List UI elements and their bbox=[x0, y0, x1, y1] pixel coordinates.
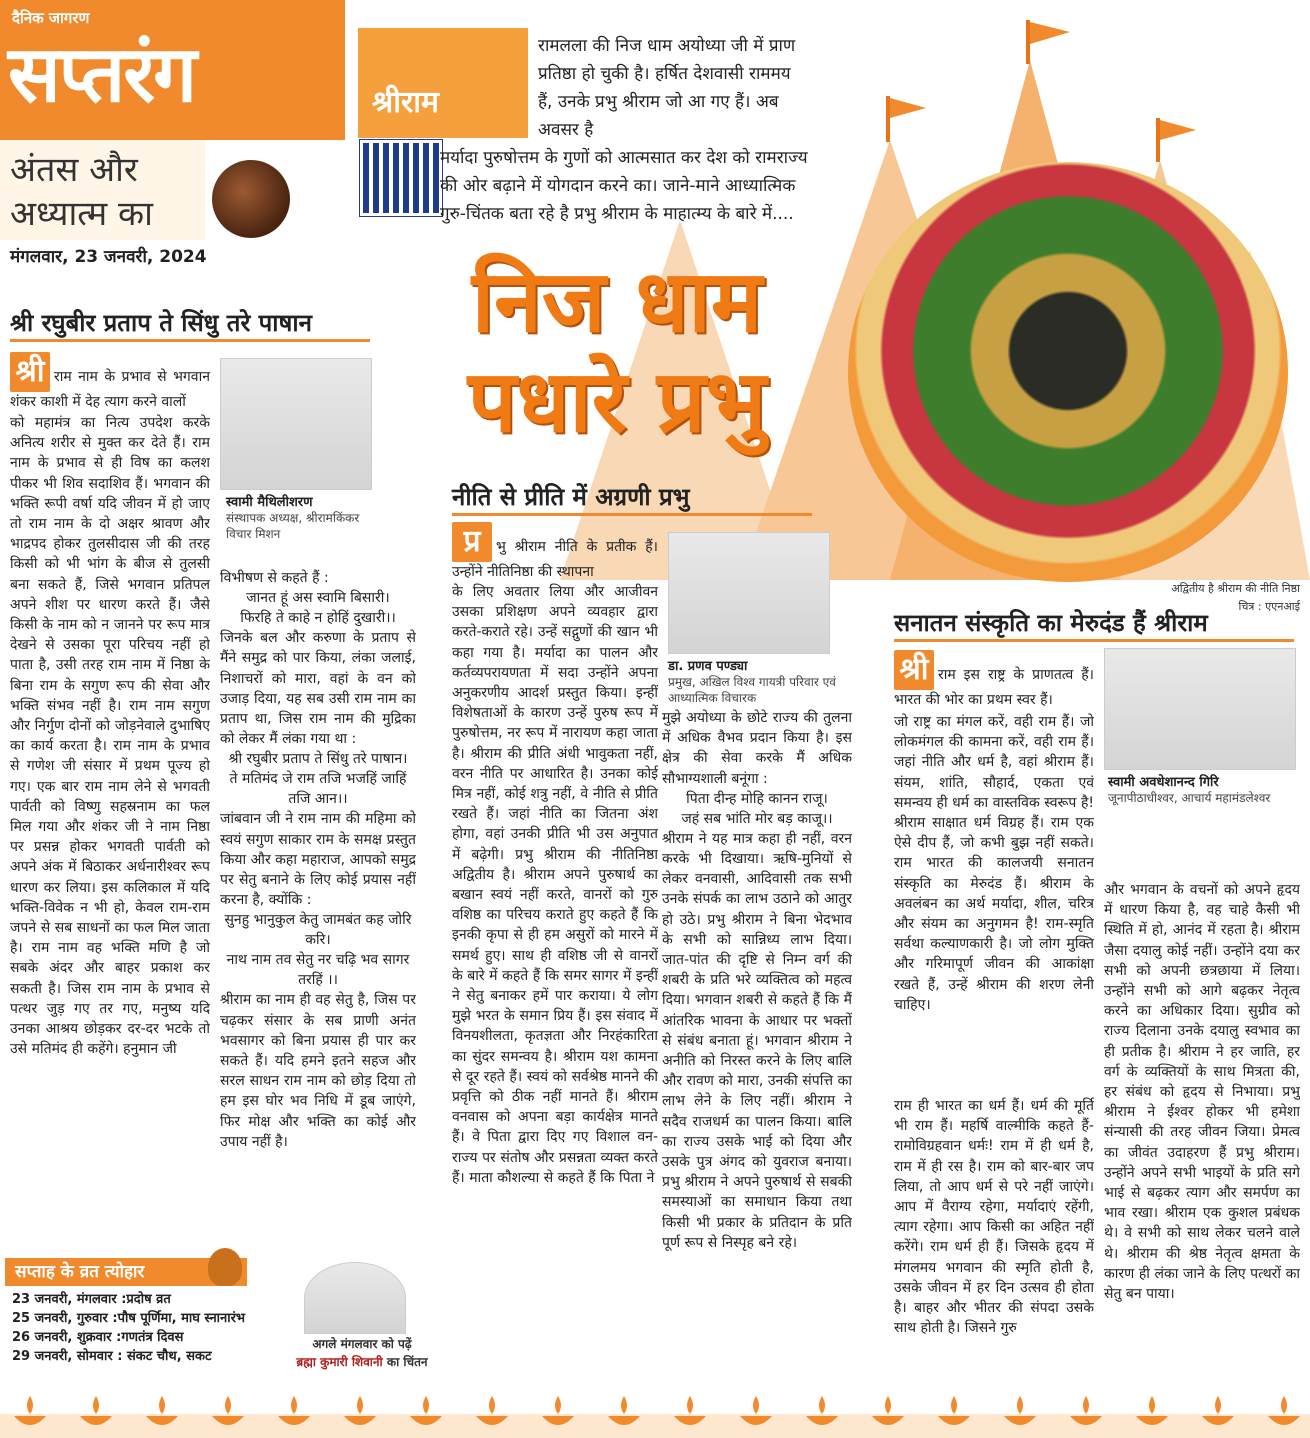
next-week-suffix: का चिंतन bbox=[386, 1355, 428, 1369]
headline-line-2: पधारे प्रभु bbox=[467, 352, 767, 452]
drop-cap: श्री bbox=[894, 650, 934, 690]
main-headline bbox=[432, 252, 802, 452]
col2-para-b: जिनके बल और करुणा के प्रताप से मैंने समुद्र को पार किया, लंका जलाई, निशाचरों को मारा, वहां के वन को उजाड़ दिया, यह सब उसी राम नाम का प्रताप था, जिस राम नाम की मुद्रिका को लेकर मैं लंका गया था : bbox=[220, 630, 416, 748]
diya-flame bbox=[753, 1396, 759, 1414]
diya-flame bbox=[357, 1396, 363, 1414]
festival-item: 29 जनवरी, सोमवार : संकट चौथ, सकट bbox=[12, 1349, 212, 1364]
festival-item: 23 जनवरी, मंगलवार :प्रदोष व्रत bbox=[12, 1292, 171, 1307]
verse-line: श्री रघुबीर प्रताप ते सिंधु तरे पाषान। bbox=[228, 751, 408, 768]
verse-line: फिरहि ते काहे न होहिं दुखारी।। bbox=[240, 610, 396, 627]
left-article-col1-lead bbox=[10, 352, 210, 412]
festival-heading: सप्ताह के व्रत त्योहार bbox=[5, 1258, 247, 1286]
shriram-logo: श्रीराम bbox=[372, 85, 439, 120]
diya-flame bbox=[1083, 1396, 1089, 1414]
diya-flame bbox=[1215, 1396, 1221, 1414]
col2-para-b: श्रीराम ने यह मात्र कहा ही नहीं, वरन करके भी दिखाया। ऋषि-मुनियों से लेकर वनवासी, आदिवासी तक सभी उनके संपर्क का लाभ उठाने को आतुर हो उठे। प्रभु श्रीराम ने बिना भेदभाव के सभी को सान्निध्य लाभ दिया। जात-पांत की दृष्टि से निम्न वर्ग की शबरी के प्रति भरे व्यक्तित्व को महत्व दिया। भगवान शबरी से कहते हैं कि मैं आंतरिक भावना के आधार पर भक्तों से संबंध बनाता हूं। भगवान श्रीराम ने अनीति को निरस्त करने के लिए बालि और रावण को मारा, उनकी संपत्ति का लाभ लेने के लिए नहीं। श्रीराम ने सदैव राजधर्म का पालन किया। बालि का राज्य उसके भाई को दिया और उसके पुत्र अंगद को युवराज बनाया। प्रभु श्रीराम ने अपने पुरुषार्थ से सबकी समस्याओं का समाधान किया तथा किसी भी प्रकार के प्रतिदान के प्रति पूर्ण रूप से निस्पृह बने रहे। bbox=[662, 830, 852, 1251]
ramlalla-photo bbox=[848, 162, 1288, 582]
diya-flame bbox=[489, 1396, 495, 1414]
diya-flame bbox=[621, 1396, 627, 1414]
verse-line: सुनहु भानुकुल केतु जामबंत कह जोरि करि। bbox=[224, 912, 412, 949]
verse-line: पिता दीन्ह मोहि कानन राजू। bbox=[686, 790, 828, 807]
middle-author-block bbox=[668, 656, 838, 706]
right-article-col1: जो राष्ट्र का मंगल करें, वही राम हैं। जो लोकमंगल की कामना करें, वही राम हैं। जहां नीति और धर्म है, वहां श्रीराम हैं। संयम, शांति, सौहार्द, एकता एवं समन्वय ही धर्म का वास्तविक स्वरूप है! श्रीराम साक्षात धर्म विग्रह हैं। राम एक ऐसे दीप हैं, जो कभी बुझ नहीं सकते। राम भारत की कालजयी सनातन संस्कृति का मेरुदंड हैं। श्रीराम के अवलंबन का अर्थ मर्यादा, शील, चरित्र और संयम का अनुगमन है! राम-स्मृति सर्वथा कल्याणकारी है। जो लोग मुक्ति और गरिमापूर्ण जीवन की आकांक्षा रखते हैं, उन्हें श्रीराम की शरण लेनी चाहिए। bbox=[894, 714, 1094, 1013]
festival-item: 26 जनवरी, शुक्रवार :गणतंत्र दिवस bbox=[12, 1330, 184, 1345]
middle-article-col1-lead bbox=[452, 522, 658, 582]
lead-text: राम इस राष्ट्र के प्राणतत्व हैं। भारत की भोर का प्रथम स्वर हैं। bbox=[894, 667, 1094, 708]
diya-border bbox=[0, 1384, 1310, 1438]
diya-flame bbox=[1017, 1396, 1023, 1414]
diya-flame bbox=[423, 1396, 429, 1414]
author-photo-avdheshanand bbox=[1104, 648, 1296, 770]
next-week-line: अगले मंगलवार को पढ़ें bbox=[312, 1337, 412, 1351]
diya-flame bbox=[159, 1396, 165, 1414]
middle-article-col2 bbox=[662, 708, 852, 1388]
left-author-block bbox=[226, 492, 376, 542]
right-article-heading: सनातन संस्कृति का मेरुदंड हैं श्रीराम bbox=[894, 606, 1294, 642]
diya-flame bbox=[291, 1396, 297, 1414]
author-role: संस्थापक अध्यक्ष, श्रीरामकिंकर विचार मिशन bbox=[226, 511, 360, 541]
diya-flame bbox=[1149, 1396, 1155, 1414]
rudraksha-image bbox=[212, 160, 290, 238]
verse-line: जानत हूं अस स्वामि बिसारी। bbox=[246, 590, 390, 607]
verse-line: नाथ नाम तव सेतु नर चढ़ि भव सागर तरहिं ।। bbox=[226, 952, 410, 989]
brand-name: दैनिक जागरण bbox=[12, 9, 90, 27]
diya-flame bbox=[225, 1396, 231, 1414]
drop-cap: श्री bbox=[10, 352, 50, 392]
qr-code[interactable] bbox=[360, 140, 442, 216]
diya-flame bbox=[555, 1396, 561, 1414]
author-name: डा. प्रणव पण्ड्या bbox=[668, 659, 748, 674]
intro-text-top: रामलला की निज धाम अयोध्या जी में प्राण प्रतिष्ठा हो चुकी है। हर्षित देशवासी राममय हैं, उनके प्रभु श्रीराम जो आ गए हैं। अब अवसर है bbox=[538, 36, 796, 140]
middle-article-heading: नीति से प्रीति में अग्रणी प्रभु bbox=[452, 480, 812, 516]
col2-para-c: जांबवान जी ने राम नाम की महिमा को स्वयं सगुण साकार राम के समक्ष प्रस्तुत किया और कहा महाराज, आपको समुद्र पर सेतु बनाने के लिए कोई प्रयास नहीं करना है, क्योंकि : bbox=[220, 811, 416, 909]
section-title: सप्तरंग bbox=[8, 30, 196, 120]
author-name: स्वामी मैथिलीशरण bbox=[226, 495, 313, 510]
right-article-col1-b: राम ही भारत का धर्म हैं। धर्म की मूर्ति भी राम हैं। महर्षि वाल्मीकि कहते हैं-रामोविग्रहवान धर्मः! राम में ही धर्म है, राम में ही रस है। राम को बार-बार जप लिया, तो आप धर्म से परे नहीं जाएंगे। आप में वैराग्य रहेगा, मर्यादाएं रहेंगी, त्याग रहेगा। आप किसी का अहित नहीं करेंगे। राम धर्म ही हैं। जिसके हृदय में मंगलमय भगवान की स्मृति होती है, उसके जीवन में हर दिन उत्सव ही होता है। बाहर और भीतर की संपदा उसके साथ होती है। जिसने गुरु bbox=[894, 1098, 1094, 1337]
left-article-heading: श्री रघुबीर प्रताप ते सिंधु तरे पाषान bbox=[10, 306, 370, 342]
drop-cap: प्र bbox=[452, 522, 492, 562]
intro-text-bottom: मर्यादा पुरुषोत्तम के गुणों को आत्मसात कर देश को रामराज्य की ओर बढ़ाने में योगदान करने का। जाने-माने आध्यात्मिक गुरु-चिंतक बता रहे है प्रभु श्रीराम के माहात्म्य के बारे में.... bbox=[440, 148, 808, 224]
middle-article-col1: के लिए अवतार लिया और आजीवन उसका प्रशिक्षण अपने व्यवहार द्वारा करते-कराते रहे। उन्हें सद्गुणों की खान भी कहा गया है। मर्यादा का पालन और कर्तव्यपरायणता में सदा उन्होंने अपना अनुकरणीय आदर्श प्रस्तुत किया। इन्हीं विशेषताओं के कारण उन्हें पुरुष रूप में पुरुषोत्तम, नर रूप में नारायण कहा जाता है। श्रीराम की प्रीति अंधी भावुकता नहीं, वरन नीति पर आधारित है। उनका कोई मित्र नहीं, कोई शत्रु नहीं, वे नीति से प्रीति रखते हैं। जहां नीति का जितना अंश होगा, वहां उनकी प्रीति भी उस अनुपात में बढ़ेगी। प्रभु श्रीराम की नीतिनिष्ठा अद्वितीय है। श्रीराम अपने पुरुषार्थ का बखान स्वयं नहीं करते, वानरों को गुरु वशिष्ठ का परिचय कराते हुए कहते हैं कि इनकी कृपा से ही हम असुरों को मारने में समर्थ हुए। साथ ही वशिष्ठ जी से वानरों के बारे में कहते हैं कि समर सागर में इन्हीं ने सेतु बनाकर हमें पार कराया। ये लोग मुझे भरत के समान प्रिय हैं। इस संवाद में विनयशीलता, कृतज्ञता और निरहंकारिता का सुंदर समन्वय है। श्रीराम यश कामना से दूर रहते हैं। स्वयं को सर्वश्रेष्ठ मानने की प्रवृत्ति को ठीक नहीं मानते हैं। श्रीराम वनवास को अपना बड़ा कार्यक्षेत्र मानते हैं। वे पिता द्वारा दिए गए विशाल वन-राज्य पर संतोष और प्रसन्नता व्यक्त करते हैं। माता कौशल्या से कहते हैं कि पिता ने bbox=[452, 584, 658, 1186]
lead-text: भु श्रीराम नीति के प्रतीक हैं। उन्होंने नीतिनिष्ठा की स्थापना bbox=[452, 539, 658, 580]
author-role: जूनापीठाधीश्वर, आचार्य महामंडलेश्वर bbox=[1108, 791, 1271, 805]
author-role: प्रमुख, अखिल विश्व गायत्री परिवार एवं आध्यात्मिक विचारक bbox=[668, 675, 836, 705]
col2-para-d: श्रीराम का नाम ही वह सेतु है, जिस पर चढ़कर संसार के सब प्राणी अनंत भवसागर को बिना प्रयास ही पार कर सकते हैं। यदि हमने इतने सहज और सरल साधन राम नाम को छोड़ दिया तो हम इस घोर भव निधि में डूब जाएंगे, फिर मोक्ष और भक्ति का कोई और उपाय नहीं है। bbox=[220, 992, 416, 1150]
caption-text: अद्वितीय है श्रीराम की नीति निष्ठा bbox=[1171, 582, 1300, 595]
diya-flame bbox=[885, 1396, 891, 1414]
right-article-col1-lead bbox=[894, 650, 1094, 710]
diya-flame bbox=[27, 1396, 33, 1414]
headline-line-1: निज धाम bbox=[471, 252, 763, 352]
tagline: अंतस और अध्यात्म का bbox=[10, 150, 153, 234]
lead-text: राम नाम के प्रभाव से भगवान शंकर काशी में देह त्याग करने वालों bbox=[10, 369, 210, 410]
author-photo-mythilisharan bbox=[220, 358, 372, 490]
diya-flame bbox=[687, 1396, 693, 1414]
left-article-col1: को महामंत्र का नित्य उपदेश करके अनित्य शरीर से मुक्त कर देते हैं। राम नाम के प्रभाव से ही विष का कलश पीकर भी शिव सदाशिव हैं। भगवान की भक्ति रूपी वर्षा यदि जीवन में हो जाए तो राम नाम के दो अक्षर श्रावण और भाद्रपद होकर तुलसीदास जी की तरह किसी को भी भांग के बीज से तुलसी बना सकते हैं, जिसे भगवान प्रतिपल अपने शीश पर धारण करते हैं। जैसे किसी के नाम को न जानने पर रूप मात्र देखने से उसका पूरा परिचय नहीं हो पाता है, उसी तरह राम नाम में निष्ठा के बिना राम के सगुण रूप की सेवा और भक्ति संभव नहीं है। राम नाम सगुण और निर्गुण दोनों को जोड़नेवाले दुभाषिए का कार्य करता है। राम नाम के प्रभाव से गणेश जी संसार में प्रथम पूज्य हो गए। एक बार राम नाम लेने से भगवती पार्वती को विष्णु सहस्रनाम का फल मिल गया और शंकर जी ने नाम निष्ठा पर प्रसन्न होकर भगवती पार्वती को अपने अंक में बिठाकर अर्धनारीश्वर रूप धारण कर लिया। इस कलिकाल में यदि भक्ति-विवेक न भी हो, केवल राम-राम जपने से सब साधनों का फल मिल जाता है। राम नाम वह भक्ति मणि है जो सबके अंदर और बाहर प्रकाश कर सकती है। जिस राम नाम के प्रभाव से पत्थर जुड़ गए तर गए, मनुष्य यदि उनका आश्रय छोड़कर दर-दर भटके तो उसे मतिमंद ही कहेंगे। हनुमान जी bbox=[10, 415, 210, 1058]
left-article-col2 bbox=[220, 568, 416, 1258]
caption-credit: चित्र : एएनआई bbox=[1238, 600, 1300, 613]
issue-date: मंगलवार, 23 जनवरी, 2024 bbox=[10, 247, 207, 267]
col2-para-a: मुझे अयोध्या के छोटे राज्य की तुलना में अधिक वैभव प्रदान किया है। इस क्षेत्र की सेवा करके मैं अधिक सौभाग्यशाली बनूंगा : bbox=[662, 710, 852, 787]
shivani-photo bbox=[304, 1262, 406, 1334]
next-week-author: ब्रह्मा कुमारी शिवानी bbox=[296, 1355, 383, 1369]
right-article-col2: और भगवान के वचनों को अपने हृदय में धारण किया है, वह चाहे कैसी भी स्थिति में हो, आनंद में रहता है। श्रीराम जैसा दयालु कोई नहीं। उन्होंने दया कर सभी को अपनी छत्रछाया में लिया। उन्होंने सभी को आगे बढ़कर नेतृत्व करने का अधिकार दिया। सुग्रीव को राज्य दिलाना उनके दयालु स्वभाव का ही प्रतीक है। श्रीराम ने हर जाति, हर वर्ग के व्यक्तियों के साथ मित्रता की, हर संबंध को हृदय से निभाया। प्रभु श्रीराम ने ईश्वर होकर भी हमेशा संन्यासी की तरह जीवन जिया। प्रेमत्व का जीवंत उदाहरण हैं प्रभु श्रीराम। उन्होंने अपने सभी भाइयों के प्रति सगे भाई से बढ़कर त्याग और समर्पण का भाव रखा। श्रीराम एक कुशल प्रबंधक थे। वे सभी को साथ लेकर चलने वाले थे। श्रीराम की श्रेष्ठ नेतृत्व क्षमता के कारण ही लंका जाने के लिए पत्थरों का सेतु बन पाया। bbox=[1104, 882, 1300, 1303]
festival-item: 25 जनवरी, गुरुवार :पौष पूर्णिमा, माघ स्नानारंभ bbox=[12, 1311, 246, 1326]
diya-flame bbox=[819, 1396, 825, 1414]
next-week-teaser bbox=[262, 1335, 462, 1371]
right-author-block bbox=[1108, 772, 1298, 806]
col2-para-a: विभीषण से कहते हैं : bbox=[220, 570, 329, 586]
verse-line: जहं सब भांति मोर बड़ काजू।। bbox=[681, 810, 833, 827]
author-photo-pranav-pandya bbox=[668, 532, 830, 654]
diya-flame bbox=[1281, 1396, 1287, 1414]
verse-line: ते मतिमंद जे राम तजि भजहिं जाहिं तजि आन।। bbox=[229, 771, 407, 808]
diya-flame bbox=[93, 1396, 99, 1414]
author-name: स्वामी अवधेशानन्द गिरि bbox=[1108, 775, 1219, 790]
kalash-icon bbox=[208, 1248, 242, 1286]
diya-flame bbox=[951, 1396, 957, 1414]
